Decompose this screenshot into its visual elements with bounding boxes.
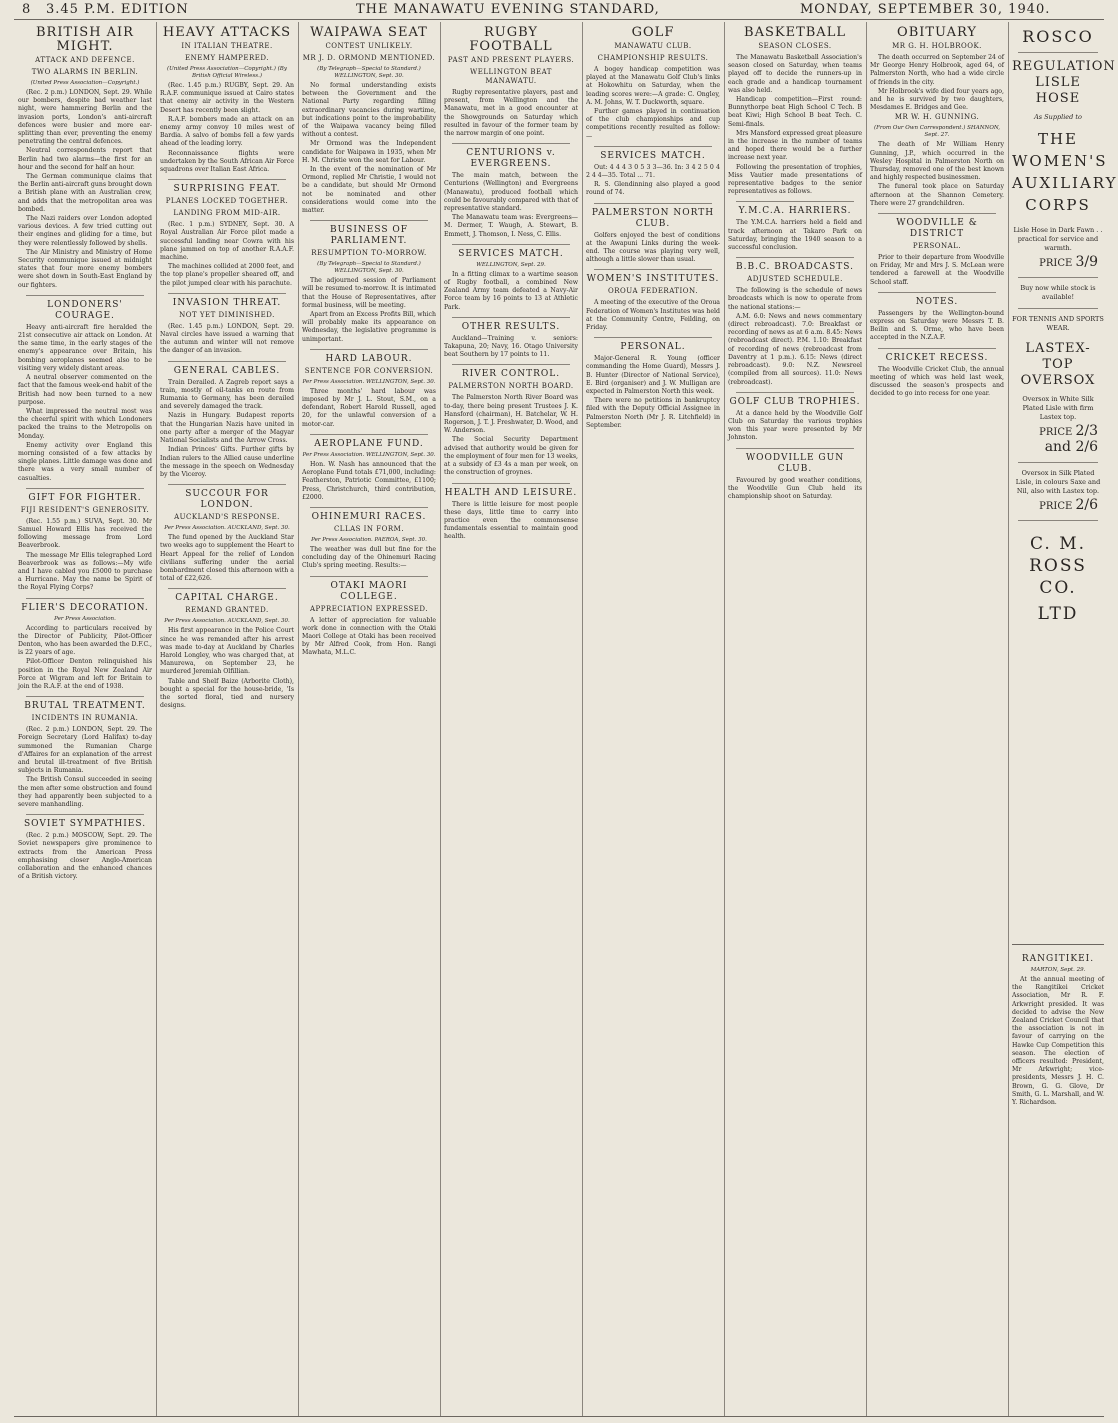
column-6 bbox=[728, 22, 862, 1417]
article-separator bbox=[310, 507, 428, 508]
masthead bbox=[0, 0, 1114, 18]
article-byline: Per Press Association. WELLINGTON, Sept. 30. bbox=[302, 451, 436, 458]
article-paragraph: Apart from an Excess Profits Bill, which will probably make its appearance on Wednesday, the legislative programme is unimportant. bbox=[302, 311, 436, 343]
article-subheading: APPRECIATION EXPRESSED. bbox=[309, 604, 429, 613]
article-headline: RUGBY FOOTBALL bbox=[469, 25, 553, 54]
ad-price-3 bbox=[1018, 498, 1098, 514]
column-4 bbox=[444, 22, 578, 1417]
article-paragraph: Train Derailed. A Zagreb report says a train, mostly of oil-tanks en route from Rumania to Germany, has been derailed and severely damaged the track. bbox=[160, 378, 294, 411]
article-paragraph: A neutral observer commented on the fact that the famous week-end habit of the British had now been turned to a new purpose. bbox=[18, 374, 152, 406]
article-headline: SERVICES MATCH. bbox=[458, 248, 564, 259]
article-paragraph: R. S. Glendinning also played a good round of 74. bbox=[586, 181, 720, 197]
article-paragraph: In the event of the nomination of Mr Ormond, replied Mr Christie, I would not be a candidate, but should Mr Ormond not be nominated and other considerations would come into the matter. bbox=[302, 166, 436, 215]
ad-divider bbox=[1018, 520, 1098, 521]
article-separator bbox=[452, 364, 570, 365]
ad-price-value: 2/6 bbox=[1075, 497, 1098, 513]
column-divider bbox=[298, 22, 299, 1417]
article-subheading: INCIDENTS IN RUMANIA. bbox=[31, 714, 139, 723]
article-separator bbox=[168, 179, 286, 180]
article-separator bbox=[452, 317, 570, 318]
ad-stock-note: Buy now while stock is available! bbox=[1020, 284, 1096, 301]
article-headline: PERSONAL. bbox=[620, 342, 686, 353]
article-headline: FLIER'S DECORATION. bbox=[21, 602, 149, 613]
article-separator bbox=[26, 696, 144, 697]
article-paragraph: Rugby representative players, past and present, from Wellington and the Manawatu, met in a good encounter at the Showgrounds on Saturday which resulted in favour of the former team by the narrow margin of one point. bbox=[444, 89, 578, 138]
column-divider bbox=[156, 22, 157, 1417]
article-separator bbox=[26, 814, 144, 815]
column-1 bbox=[18, 22, 152, 1417]
article-paragraph: Hon. W. Nash has announced that the Aeroplane Fund totals £71,000, including: Featherston, Patriotic Committee, £1100; Press, Christchurch, third contribution, £2000. bbox=[302, 460, 436, 501]
article-subheading: SEASON CLOSES. bbox=[758, 42, 832, 50]
article-paragraph: The adjourned session of Parliament will be resumed to-morrow. It is intimated that the House of Representatives, after formal business, will be meeting. bbox=[302, 277, 436, 309]
article-byline: WELLINGTON, Sept. 29. bbox=[476, 261, 546, 268]
ad-product-line-2: LISLE HOSE bbox=[1035, 75, 1081, 106]
ad-corps-line-2: WOMEN'S bbox=[1012, 152, 1108, 170]
article-separator bbox=[736, 392, 854, 393]
issue-date: MONDAY, SEPTEMBER 30, 1940. bbox=[800, 2, 1051, 17]
article-separator bbox=[310, 434, 428, 435]
article-separator bbox=[310, 576, 428, 577]
article-headline: SURPRISING FEAT. bbox=[173, 184, 281, 195]
article-subheading: TWO ALARMS IN BERLIN. bbox=[31, 68, 139, 76]
column-7 bbox=[870, 22, 1004, 1417]
article-paragraph: The funeral took place on Saturday afternoon at the Shannon Cemetery. There were 27 grandchildren. bbox=[870, 183, 1004, 207]
article-paragraph: Auckland—Training v. seniors: Takapuna, 20; Navy, 16. Otago University beat Southern by 17 points to 11. bbox=[444, 334, 578, 359]
article-headline: HARD LABOUR. bbox=[325, 353, 413, 364]
article-paragraph: According to particulars received by the Director of Publicity, Pilot-Officer Denton, who has been awarded the D.F.C., is 22 years of age. bbox=[18, 624, 152, 657]
article-headline: WOMEN'S INSTITUTES. bbox=[586, 274, 720, 285]
article-paragraph: The death occurred on September 24 of Mr George Henry Holbrook, aged 64, of Palmerston North, who had a wide circle of friends in the city. bbox=[870, 54, 1004, 86]
article-paragraph: Major-General R. Young (officer commanding the Home Guard), Messrs J. B. Hunter (Director of National Service), E. Bird (organiser) and J. W. Mulligan are expected in Palmerston North this week. bbox=[586, 355, 720, 396]
ad-brand: ROSCO bbox=[1022, 27, 1094, 46]
column-divider bbox=[440, 22, 441, 1417]
ad-price-label: PRICE bbox=[1039, 258, 1073, 269]
article-subheading: AUCKLAND'S RESPONSE. bbox=[174, 513, 280, 522]
article-separator bbox=[26, 488, 144, 489]
article-separator bbox=[878, 292, 996, 293]
newspaper-title: THE MANAWATU EVENING STANDARD, bbox=[356, 2, 660, 17]
article-paragraph: Out: 4 4 4 3 0 5 3 3—36. In: 3 4 2 5 0 4 2 4 4—35. Total ... 71. bbox=[586, 163, 720, 180]
article-paragraph: Table and Shelf Baize (Arborite Cloth), bought a special for the house-bride, 'Is the sorted floral, tied and nursery designs. bbox=[160, 677, 294, 710]
ad-bottom-rule bbox=[1012, 944, 1104, 945]
article-subheading: REMAND GRANTED. bbox=[185, 606, 269, 615]
article-paragraph: The weather was dull but fine for the concluding day of the Ohinemuri Racing Club's spring meeting. Results:— bbox=[302, 545, 436, 570]
article-paragraph: Nazis in Hungary. Budapest reports that the Hungarian Nazis have united in one party after a merger of the Magyar National Socialists and the Arrow Cross. bbox=[160, 412, 294, 445]
column-5 bbox=[586, 22, 720, 1417]
article-headline: OBITUARY bbox=[897, 25, 977, 40]
article-headline: CAPITAL CHARGE. bbox=[175, 593, 279, 604]
article-paragraph: The fund opened by the Auckland Star two weeks ago to supplement the Heart to Heart Appeal for the relief of London civilians suffering under the aerial bombardment closed this afternoon with a total of £22,626. bbox=[160, 534, 294, 583]
article-subheading: SENTENCE FOR CONVERSION. bbox=[304, 366, 434, 375]
article-paragraph: The Y.M.C.A. harriers held a field and track afternoon at Takaro Park on Saturday, bringing the 1940 season to a successful conclusion. bbox=[728, 219, 862, 252]
rangitikei-heading: RANGITIKEI. bbox=[1021, 954, 1095, 964]
article-paragraph: The Manawatu team was: Evergreens—M. Dermer, T. Waugh, A. Stewart, B. Emmett, J. Thomson, I. Ness, C. Ellis. bbox=[444, 214, 578, 238]
article-headline: SUCCOUR FOR LONDON. bbox=[185, 489, 269, 511]
article-separator bbox=[26, 598, 144, 599]
article-byline: Per Press Association. bbox=[54, 615, 116, 622]
article-subheading: PAST AND PRESENT PLAYERS. bbox=[447, 56, 575, 64]
article-paragraph: The Nazi raiders over London adopted various devices. A few tried cutting out their engines and gliding for a time, but they were relentlessly followed by shells. bbox=[18, 215, 152, 247]
column-2 bbox=[160, 22, 294, 1417]
ad-price-label: PRICE bbox=[1039, 501, 1073, 512]
article-paragraph: What impressed the neutral most was the cheerful spirit with which Londoners packed the trains to the Metropolis on Monday. bbox=[18, 407, 152, 440]
article-byline: (By Telegraph—Special to Standard.) WELLINGTON, Sept. 30. bbox=[317, 261, 421, 275]
article-paragraph: (Rec. 2 p.m.) MOSCOW, Sept. 29. The Soviet newspapers give prominence to extracts from the American Press emphasising closer Anglo-American collaboration and the enhanced chances of a British victory. bbox=[18, 832, 152, 881]
article-byline: Per Press Association. AUCKLAND, Sept. 30. bbox=[164, 618, 290, 625]
article-paragraph: The Manawatu Basketball Association's season closed on Saturday, when teams played off to decide the runners-up in each grade and a handicap tournament was also held. bbox=[728, 54, 862, 94]
article-paragraph: Heavy anti-aircraft fire heralded the 21st consecutive air attack on London. At the same time, in the early stages of the enemy's appearance over Britain, his bombing aeroplanes seemed also to be visiting very widely distant areas. bbox=[18, 323, 152, 372]
article-subheading: PERSONAL. bbox=[912, 242, 962, 251]
masthead-rule bbox=[14, 19, 1104, 20]
ad-lastex-line-1: LASTEX-TOP bbox=[1025, 341, 1091, 372]
article-paragraph: Neutral correspondents report that Berlin had two alarms—the first for an hour and the second for half an hour. bbox=[18, 147, 152, 171]
page-number: 8 bbox=[22, 2, 32, 17]
ad-divider bbox=[1018, 277, 1098, 278]
article-separator bbox=[594, 146, 712, 147]
article-paragraph: The following is the schedule of news broadcasts which is now to operate from the national stations:— bbox=[728, 287, 862, 311]
article-subheading: MR G. H. HOLBROOK. bbox=[892, 42, 982, 50]
article-subheading: ADJUSTED SCHEDULE. bbox=[747, 275, 843, 284]
article-paragraph: Mrs Mansford expressed great pleasure in the increase in the number of teams and hoped there would be a further increase next year. bbox=[728, 129, 862, 162]
ad-description-2: Oversox in White Silk Plated Lisle with firm Lastex top. bbox=[1022, 395, 1094, 421]
article-separator bbox=[168, 588, 286, 589]
article-headline: HEAVY ATTACKS bbox=[162, 25, 292, 40]
article-paragraph: (Rec. 1.45 p.m.) LONDON, Sept. 29. Naval circles have issued a warning that the autumn and winter will not remove the danger of an invasion. bbox=[160, 322, 294, 355]
article-headline: GENERAL CABLES. bbox=[173, 365, 281, 376]
article-separator bbox=[452, 244, 570, 245]
article-headline: BASKETBALL bbox=[744, 25, 846, 40]
article-paragraph: Mr Ormond was the Independent candidate for Waipawa in 1935, when Mr H. M. Christie won the seat for Labour. bbox=[302, 140, 436, 164]
article-separator bbox=[736, 201, 854, 202]
article-headline: BRUTAL TREATMENT. bbox=[24, 701, 146, 712]
ad-lastex-line-2: OVERSOX bbox=[1020, 373, 1096, 388]
ad-corps-line-1: THE bbox=[1037, 130, 1079, 148]
article-paragraph: Following the presentation of trophies, Miss Vautier made presentations of representative badges to the senior representatives as follows. bbox=[728, 163, 862, 196]
ad-divider bbox=[1018, 52, 1098, 53]
article-subheading: ATTACK AND DEFENCE. bbox=[35, 56, 135, 64]
article-paragraph: The Woodville Cricket Club, the annual meeting of which was held last week, discussed the season's prospects and decided to go into recess for one year. bbox=[870, 365, 1004, 398]
article-headline: OHINEMURI RACES. bbox=[311, 511, 427, 522]
article-separator bbox=[310, 349, 428, 350]
ad-price-1 bbox=[1018, 255, 1098, 271]
article-subheading: RESUMPTION TO-MORROW. bbox=[311, 249, 427, 258]
article-paragraph: The British Consul succeeded in seeing the men after some obstruction and found they had apparently been subjected to a severe manhandling. bbox=[18, 776, 152, 809]
article-headline: HEALTH AND LEISURE. bbox=[444, 487, 578, 498]
article-subheading: ENEMY HAMPERED. bbox=[185, 54, 269, 62]
article-headline: OTHER RESULTS. bbox=[461, 321, 561, 332]
article-paragraph: At a dance held by the Woodville Golf Club on Saturday the various trophies won this year were presented by Mr Johnston. bbox=[728, 409, 862, 442]
article-headline: BRITISH AIR MIGHT. bbox=[36, 25, 134, 54]
rangitikei-column bbox=[1012, 950, 1104, 1417]
ad-description-1: Lisle Hose in Dark Fawn . . practical for service and warmth. bbox=[1013, 226, 1103, 252]
article-paragraph: A.M. 6.0: News and news commentary (direct rebroadcast). 7.0: Breakfast or recording of news as at 6 a.m. 8.45: News (rebroadcast direct). P.M. 1.10: Breakfast of recording of news (rebroadcast from Daventry at 1 p.m.). 6.15: News (direct rebroadcast). 9.0: N.Z. Newsreel (compiled from all sources). 11.0: News (rebroadcast). bbox=[728, 312, 862, 386]
article-subheading: LANDING FROM MID-AIR. bbox=[173, 209, 281, 218]
article-paragraph: His first appearance in the Police Court since he was remanded after his arrest was made to-day at Auckland by Charles Harold Longley, who was charged that, at Manurewa, on September 23, he murdered Jeremiah Olfillian. bbox=[160, 627, 294, 676]
article-headline: WOODVILLE & DISTRICT bbox=[896, 218, 978, 240]
ad-corps-line-3: AUXILIARY bbox=[1012, 174, 1118, 192]
article-paragraph: Handicap competition—First round: Bunnythorpe beat High School C Tech. B beat Kiwi; High School B beat Tech. C. Semi-finals. bbox=[728, 96, 862, 128]
article-paragraph: Prior to their departure from Woodville on Friday, Mr and Mrs J. S. McLean were tendered a farewell at the Woodville School staff. bbox=[870, 254, 1004, 286]
article-headline: SERVICES MATCH. bbox=[600, 150, 706, 161]
article-headline: SOVIET SYMPATHIES. bbox=[23, 819, 147, 830]
article-separator bbox=[168, 293, 286, 294]
article-headline: RIVER CONTROL. bbox=[461, 369, 561, 380]
article-subheading: MR J. D. ORMOND MENTIONED. bbox=[302, 54, 436, 62]
article-paragraph: No formal understanding exists between the Government and the National Party regarding filling extraordinary vacancies during wartime, but indications point to the improbability of the Waipawa vacancy being filled without a contest. bbox=[302, 82, 436, 139]
article-paragraph: The main match, between the Centurions (Wellington) and Evergreens (Manawatu), produced football which could be favourably compared with that of representative standard. bbox=[444, 172, 578, 213]
article-paragraph: The machines collided at 2000 feet, and the top plane's propeller sheared off, and the pilot jumped clear with his parachute. bbox=[160, 263, 294, 287]
article-paragraph: The Air Ministry and Ministry of Home Security communique issued at midnight states that four more enemy bombers were shot down in South-East England by our fighters. bbox=[18, 248, 152, 289]
ad-description-3: Oversox in Silk Plated Lisle, in colours Saxe and Nil, also with Lastex top. bbox=[1015, 469, 1101, 495]
article-paragraph: The death of Mr William Henry Gunning, J.P., which occurred in the Wesley Hospital in Palmerston North on Thursday, removed one of the best known and highly respected businessmen. bbox=[870, 141, 1004, 182]
article-separator bbox=[594, 203, 712, 204]
edition-label: 3.45 P.M. EDITION bbox=[46, 2, 189, 17]
column-divider bbox=[866, 22, 867, 1417]
article-paragraph: Mr Holbrook's wife died four years ago, and he is survived by two daughters, Mesdames E. Bridges and Gee. bbox=[870, 87, 1004, 112]
article-paragraph: R.A.F. bombers made an attack on an enemy army convoy 10 miles west of Bardia. A salvo of bombs fell a few yards ahead of the leading lorry. bbox=[160, 115, 294, 148]
article-headline: CRICKET RECESS. bbox=[885, 352, 989, 363]
article-paragraph: A bogey handicap competition was played at the Manawatu Golf Club's links at Hokowhitu on Saturday, when the leading scores were:—A grade: C. Ongley, A. M. Johns, W. T. Duckworth, square. bbox=[586, 66, 720, 106]
ad-price-2 bbox=[1018, 424, 1098, 456]
article-paragraph: There were no petitions in bankruptcy filed with the Deputy Official Assignee in Palmerston North (Mr J. R. Litchfield) in September. bbox=[586, 397, 720, 429]
article-byline: (From Our Own Correspondent.) SHANNON, Sept. 27. bbox=[873, 125, 1001, 139]
article-subheading: MANAWATU CLUB. bbox=[614, 42, 692, 50]
column-divider bbox=[582, 22, 583, 1417]
ad-price-label: PRICE bbox=[1039, 427, 1073, 438]
article-byline: Per Press Association. AUCKLAND, Sept. 30. bbox=[164, 525, 290, 532]
article-headline: AEROPLANE FUND. bbox=[314, 438, 424, 449]
article-byline: Per Press Association. WELLINGTON, Sept. 30. bbox=[302, 378, 436, 385]
article-paragraph: There is little leisure for most people these days, little time to carry into practice even the commonsense fundamentals essential to maintain good health. bbox=[444, 500, 578, 541]
article-paragraph: Pilot-Officer Denton relinquished his position in the Royal New Zealand Air Force at Wigram and left for Britain to join the R.A.F. at the end of 1938. bbox=[18, 658, 152, 690]
article-headline: LONDONERS' COURAGE. bbox=[47, 299, 123, 321]
article-headline: GOLF CLUB TROPHIES. bbox=[729, 396, 861, 407]
article-separator bbox=[452, 143, 570, 144]
article-paragraph: (Rec. 2 p.m.) LONDON, Sept. 29. While our bombers, despite bad weather last night, were hammering Berlin and the invasion ports, London's anti-aircraft defences were busier and more ear-splitting than ever, preventing the enemy penetrating the central defences. bbox=[18, 89, 152, 146]
article-subheading: PALMERSTON NORTH BOARD. bbox=[448, 382, 574, 391]
article-paragraph: (Rec. 1.45 p.m.) RUGBY, Sept. 29. An R.A.F. communique issued at Cairo states that enemy air activity in the Western Desert has recently been slight. bbox=[160, 82, 294, 114]
rangitikei-text: At the annual meeting of the Rangitikei Cricket Association, Mr R. F. Arkwright presided. It was decided to advise the New Zealand Cricket Council that the association is not in favour of carrying on the Hawke Cup Competition this season. The election of officers resulted: President, Mr Arkwright; vice-presidents, Messrs J. H. C. Brown, G. G. Glove, Dr Smith, G. L. Marshall, and W. Y. Richardson. bbox=[1012, 976, 1104, 1107]
article-headline: Y.M.C.A. HARRIERS. bbox=[738, 206, 852, 217]
article-byline: (United Press Association—Copyright.) (By British Official Wireless.) bbox=[167, 66, 287, 79]
article-paragraph: (Rec. 2 p.m.) LONDON, Sept. 29. The Foreign Secretary (Lord Halifax) to-day summoned the Rumanian Charge d'Affaires for an explanation of the arrest and brutal ill-treatment of five British subjects in Rumania. bbox=[18, 726, 152, 775]
article-headline: NOTES. bbox=[915, 296, 959, 307]
ad-company-name: C. M. ROSS CO. bbox=[1029, 534, 1087, 598]
article-paragraph: The Palmerston North River Board was to-day, there being present Trustees J. K. Hansford (chairman), H. Batchelar, W. H. Rogerson, J. T. J. Freshwater, D. Wood, and W. Anderson. bbox=[444, 394, 578, 435]
article-separator bbox=[168, 484, 286, 485]
article-subheading: CONTEST UNLIKELY. bbox=[325, 42, 413, 50]
article-subheading: OROUA FEDERATION. bbox=[608, 287, 698, 296]
article-headline: OTAKI MAORI COLLEGE. bbox=[330, 580, 408, 602]
article-separator bbox=[878, 348, 996, 349]
article-subheading: CHAMPIONSHIP RESULTS. bbox=[597, 54, 709, 62]
article-headline: WAIPAWA SEAT bbox=[310, 25, 428, 40]
article-headline: BUSINESS OF PARLIAMENT. bbox=[329, 225, 409, 247]
article-subheading: WELLINGTON BEAT MANAWATU. bbox=[470, 68, 552, 85]
article-separator bbox=[452, 483, 570, 484]
article-byline: Per Press Association. PAEROA, Sept. 30. bbox=[311, 536, 427, 543]
article-paragraph: Indian Princes' Gifts. Further gifts by Indian rulers to the Allied cause underline the message in the speech on Wednesday by the Viceroy. bbox=[160, 446, 294, 478]
article-separator bbox=[594, 337, 712, 338]
ad-company-suffix: LTD bbox=[1037, 604, 1079, 624]
rangitikei-dateline: MARTON, Sept. 29. bbox=[1030, 967, 1086, 973]
article-headline: GIFT FOR FIGHTER. bbox=[28, 492, 142, 503]
article-paragraph: The Social Security Department advised that authority would be given for the employment of four men for 13 weeks, at a subsidy of £3 4s a man per week, on the construction of groynes. bbox=[444, 436, 578, 477]
article-paragraph: Golfers enjoyed the best of conditions at the Awapuni Links during the week-end. The course was playing very well, although a little slower than usual. bbox=[586, 231, 720, 264]
article-paragraph: (Rec. 1.55 p.m.) SUVA, Sept. 30. Mr Samuel Howard Ellis has received the following message from Lord Beaverbrook. bbox=[18, 517, 152, 550]
article-paragraph: The German communique claims that the Berlin anti-aircraft guns brought down a British plane with an Australian crew, and adds that the metropolitan area was bombed. bbox=[18, 173, 152, 213]
column-divider bbox=[1008, 22, 1009, 1417]
article-paragraph: In a fitting climax to a wartime season of Rugby football, a combined New Zealand Army team defeated a Navy-Air Force team by 16 points to 13 at Athletic Park. bbox=[444, 270, 578, 311]
article-separator bbox=[26, 295, 144, 296]
article-headline: GOLF bbox=[631, 25, 675, 40]
article-separator bbox=[310, 220, 428, 221]
article-paragraph: Reconnaissance flights were undertaken by the South African Air Force squadrons over Italian East Africa. bbox=[160, 149, 294, 174]
article-separator bbox=[736, 257, 854, 258]
ad-sports-label: FOR TENNIS AND SPORTS WEAR. bbox=[1012, 315, 1104, 332]
article-headline: WOODVILLE GUN CLUB. bbox=[745, 452, 845, 474]
column-3 bbox=[302, 22, 436, 1417]
column-divider bbox=[724, 22, 725, 1417]
article-separator bbox=[736, 448, 854, 449]
ad-supplied-to: As Supplied to bbox=[1034, 113, 1082, 121]
article-separator bbox=[878, 213, 996, 214]
article-subheading: FIJI RESIDENT'S GENEROSITY. bbox=[20, 505, 150, 514]
article-paragraph: Three months' hard labour was imposed by Mr J. L. Stout, S.M., on a defendant, Robert Harold Russell, aged 20, for the unlawful conversion of a motor-car. bbox=[302, 387, 436, 428]
article-paragraph: A letter of appreciation for valuable work done in connection with the Otaki Maori College at Otaki has been received by Mr Alfred Cook, from Hon. Rangi Mawhata, M.L.C. bbox=[302, 616, 436, 657]
article-headline: PALMERSTON NORTH CLUB. bbox=[591, 207, 715, 229]
article-subheading: MR W. H. GUNNING. bbox=[894, 113, 980, 122]
article-paragraph: Passengers by the Wellington-bound express on Saturday were Messrs T. B. Beilin and S. Orme, who have been accepted in the N.Z.A.F. bbox=[870, 309, 1004, 342]
article-paragraph: Further games played in continuation of the club championships and cup competitions recently resulted as follow:— bbox=[586, 108, 720, 140]
article-subheading: CLLAS IN FORM. bbox=[333, 524, 405, 533]
rosco-advertisement bbox=[1012, 22, 1118, 942]
article-paragraph: (Rec. 1 p.m.) SYDNEY, Sept. 30. A Royal Australian Air Force pilot made a successful landing near Cowra with his plane jammed on top of another R.A.A.F. machine. bbox=[160, 221, 294, 262]
ad-product-line-1: REGULATION bbox=[1012, 59, 1116, 74]
ad-price-value: 3/9 bbox=[1075, 254, 1098, 270]
article-subheading: PLANES LOCKED TOGETHER. bbox=[165, 197, 289, 206]
article-paragraph: Favoured by good weather conditions, the Woodville Gun Club held its championship shoot on Saturday. bbox=[728, 476, 862, 500]
article-headline: B.B.C. BROADCASTS. bbox=[736, 262, 854, 273]
article-subheading: NOT YET DIMINISHED. bbox=[179, 310, 275, 319]
ad-corps-line-4: CORPS bbox=[1025, 196, 1091, 214]
article-byline: (United Press Association—Copyright.) bbox=[30, 80, 140, 86]
article-paragraph: The message Mr Ellis telegraphed Lord Beaverbrook was as follows:—My wife and I have cabled you £5000 to purchase a Hurricane. May the name be Spirit of the Royal Flying Corps? bbox=[18, 551, 152, 592]
article-headline: INVASION THREAT. bbox=[172, 297, 282, 308]
ad-price-value: 2/3 and 2/6 bbox=[1044, 423, 1098, 455]
ad-divider bbox=[1018, 462, 1098, 463]
article-subheading: IN ITALIAN THEATRE. bbox=[181, 42, 273, 50]
article-separator bbox=[168, 361, 286, 362]
article-byline: (By Telegraph—Special to Standard.) WELLINGTON, Sept. 30. bbox=[317, 66, 421, 79]
article-paragraph: Enemy activity over England this morning consisted of a few attacks by single planes. Little damage was done and there was a very small number of casualties. bbox=[18, 441, 152, 482]
article-headline: CENTURIONS v. EVERGREENS. bbox=[466, 148, 556, 170]
article-paragraph: A meeting of the executive of the Oroua Federation of Women's Institutes was held at the Community Centre, Feilding, on Friday. bbox=[586, 299, 720, 332]
ad-divider bbox=[1018, 308, 1098, 309]
article-separator bbox=[594, 269, 712, 270]
page-bottom-rule bbox=[14, 1416, 1104, 1417]
